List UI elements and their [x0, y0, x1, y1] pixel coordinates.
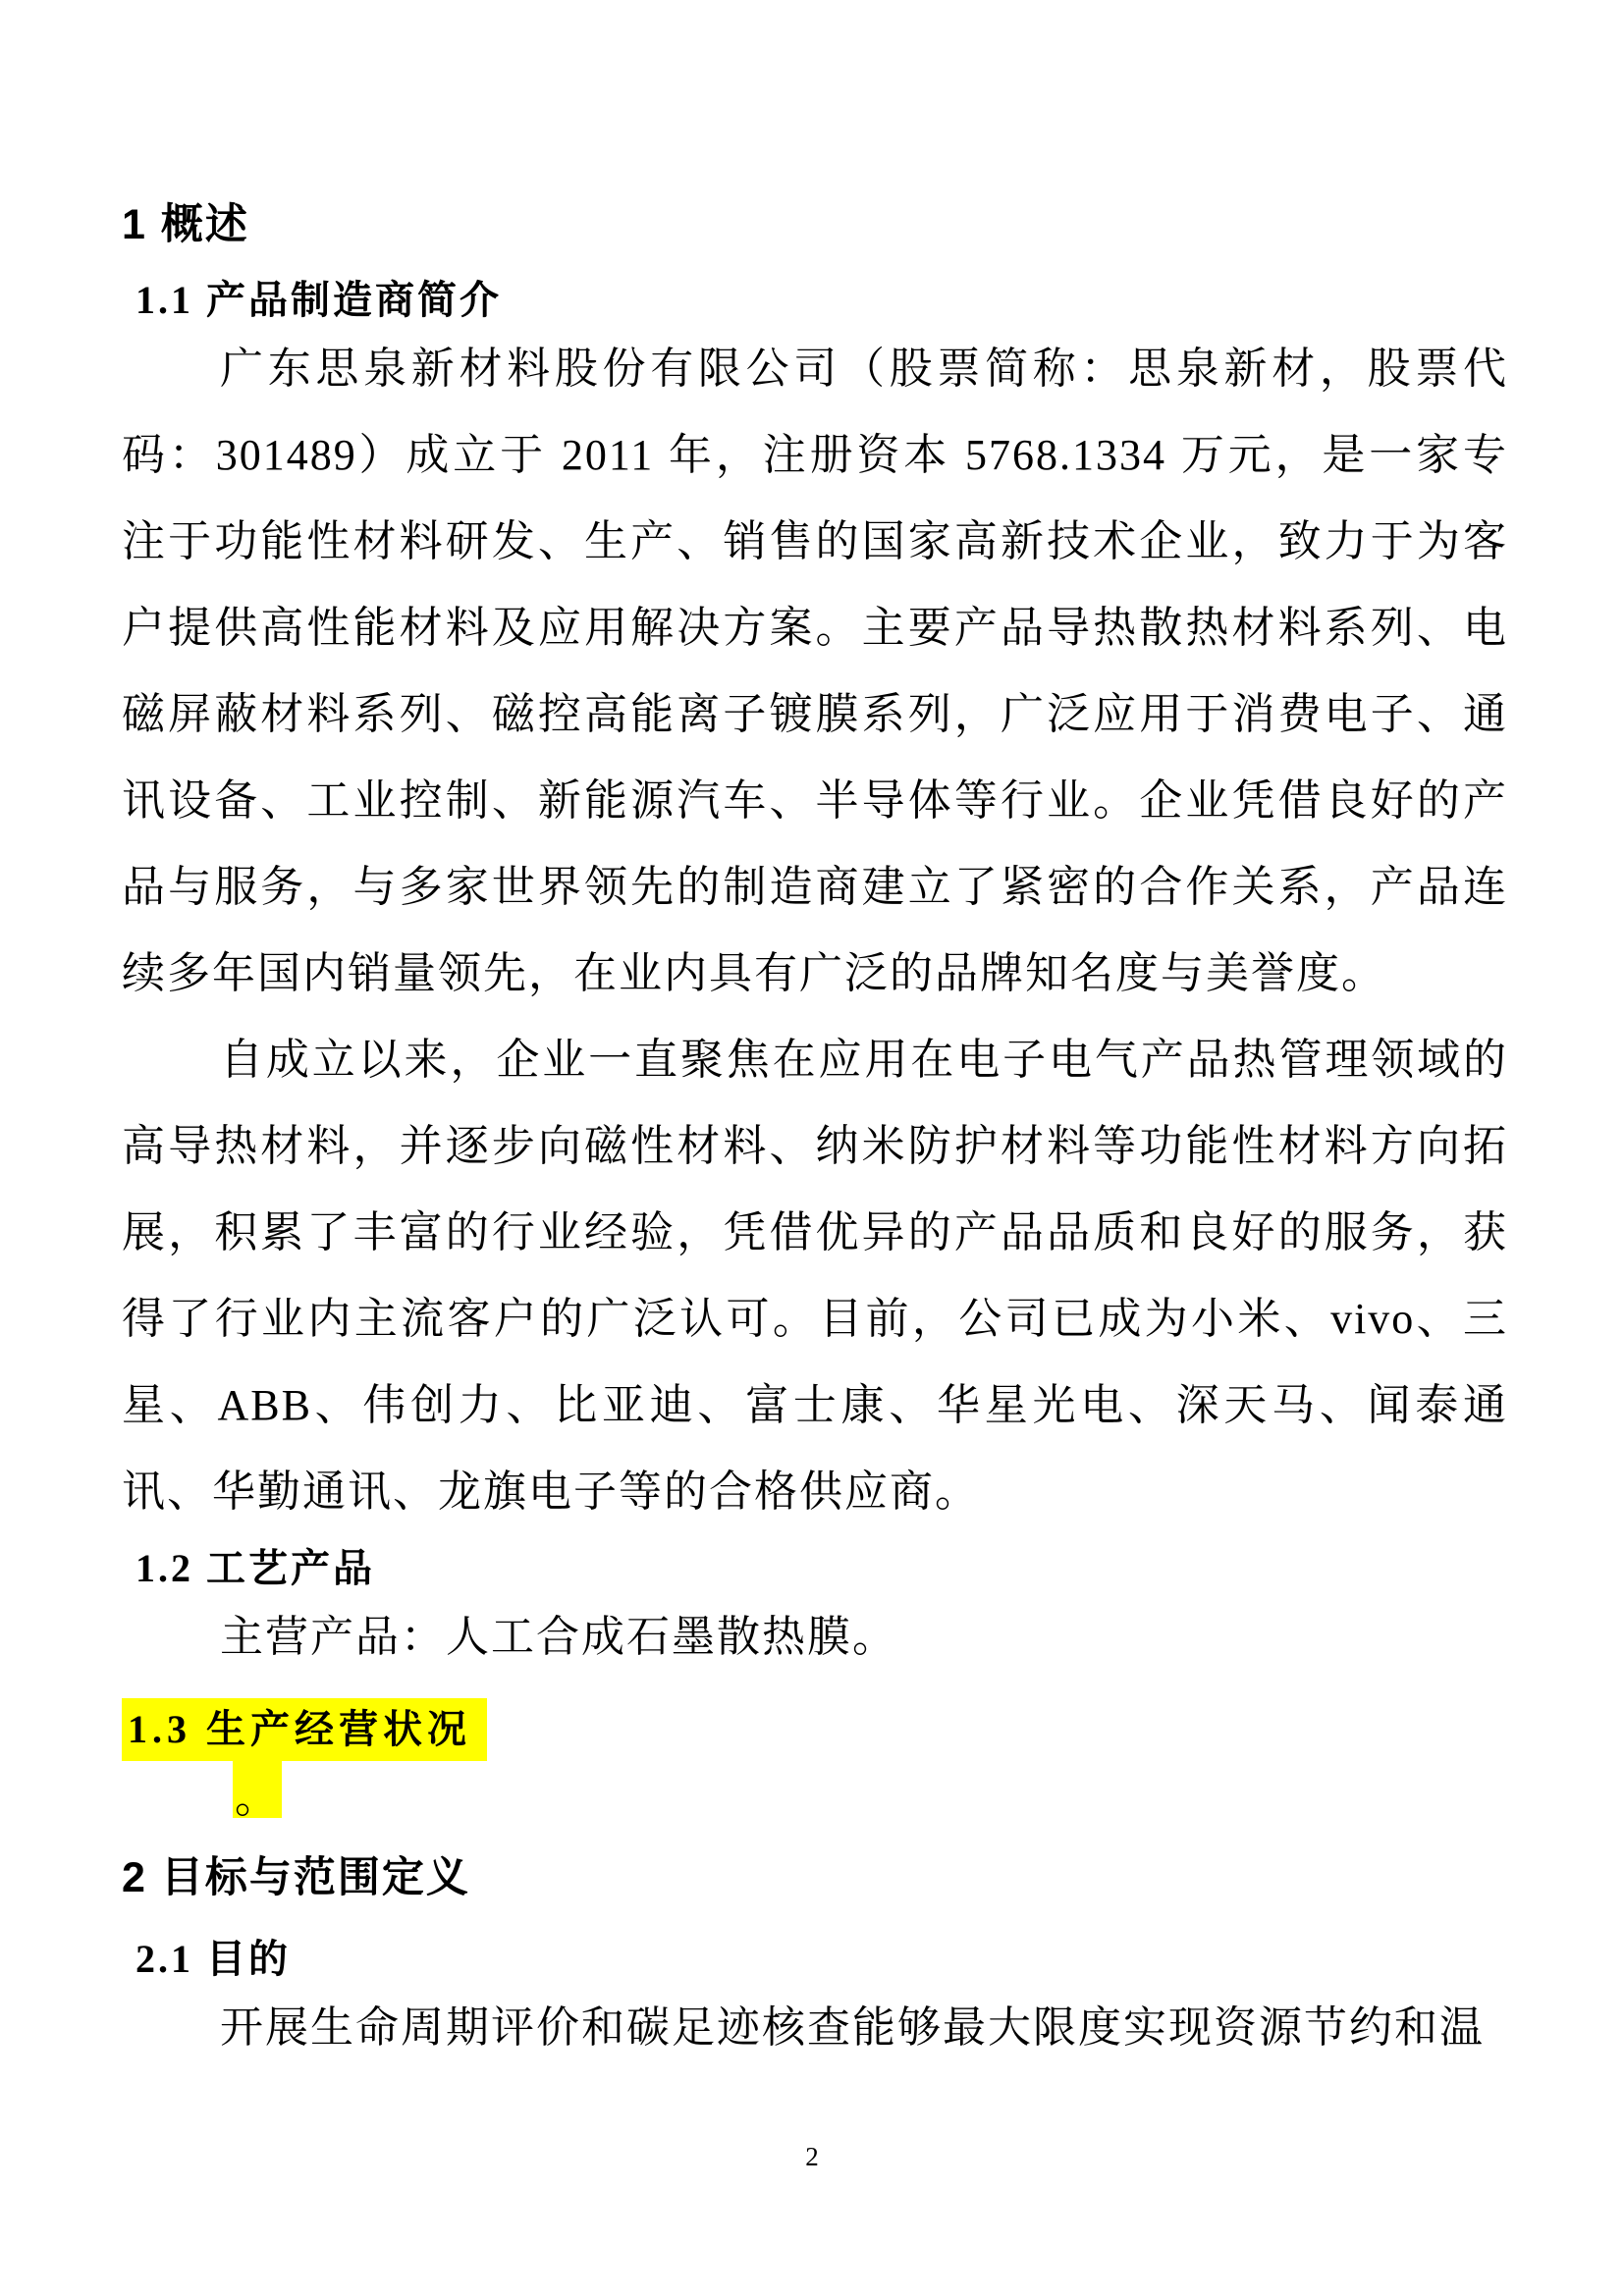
section-1-3-heading-row [122, 1698, 1508, 1761]
section-2-heading: 2 目标与范围定义 [122, 1854, 470, 1901]
highlighted-period: 。 [233, 1761, 282, 1818]
purpose-paragraph: 开展生命周期评价和碳足迹核查能够最大限度实现资源节约和温 [220, 2003, 1485, 2052]
section-1-3-paragraph-row [233, 1761, 1508, 1822]
main-product-paragraph: 主营产品：人工合成石墨散热膜。 [220, 1613, 897, 1661]
section-1-3-heading-highlighted: 1.3 生产经营状况 [122, 1698, 487, 1761]
section-1-2-heading: 1.2 工艺产品 [135, 1546, 375, 1590]
section-1-1-heading: 1.1 产品制造商简介 [135, 278, 502, 322]
section-1-heading: 1 概述 [122, 201, 249, 248]
manufacturer-intro-paragraph-1: 广东思泉新材料股份有限公司（股票简称：思泉新材，股票代码：301489）成立于 2011 年，注册资本 5768.1334 万元，是一家专注于功能性材料研发、生产、销售的国家高新技术企业，致力于为客户提供高性能材料及应用解决方案。主要产品导热散热材料系列、电磁屏蔽材料系列、磁控高能离子镀膜系列，广泛应用于消费电子、通讯设备、工业控制、新能源汽车、半导体等行业。企业凭借良好的产品与服务，与多家世界领先的制造商建立了紧密的合作关系，产品连续多年国内销量领先，在业内具有广泛的品牌知名度与美誉度。 [122, 345, 1508, 997]
section-2-1-heading: 2.1 目的 [135, 1937, 291, 1981]
page-number: 2 [805, 2142, 819, 2171]
page-footer [0, 2142, 1624, 2172]
manufacturer-intro-paragraph-2: 自成立以来，企业一直聚焦在应用在电子电气产品热管理领域的高导热材料，并逐步向磁性材料、纳米防护材料等功能性材料方向拓展，积累了丰富的行业经验，凭借优异的产品品质和良好的服务，获得了行业内主流客户的广泛认可。目前，公司已成为小米、vivo、三星、ABB、伟创力、比亚迪、富士康、华星光电、深天马、闻泰通讯、华勤通讯、龙旗电子等的合格供应商。 [122, 1036, 1508, 1516]
